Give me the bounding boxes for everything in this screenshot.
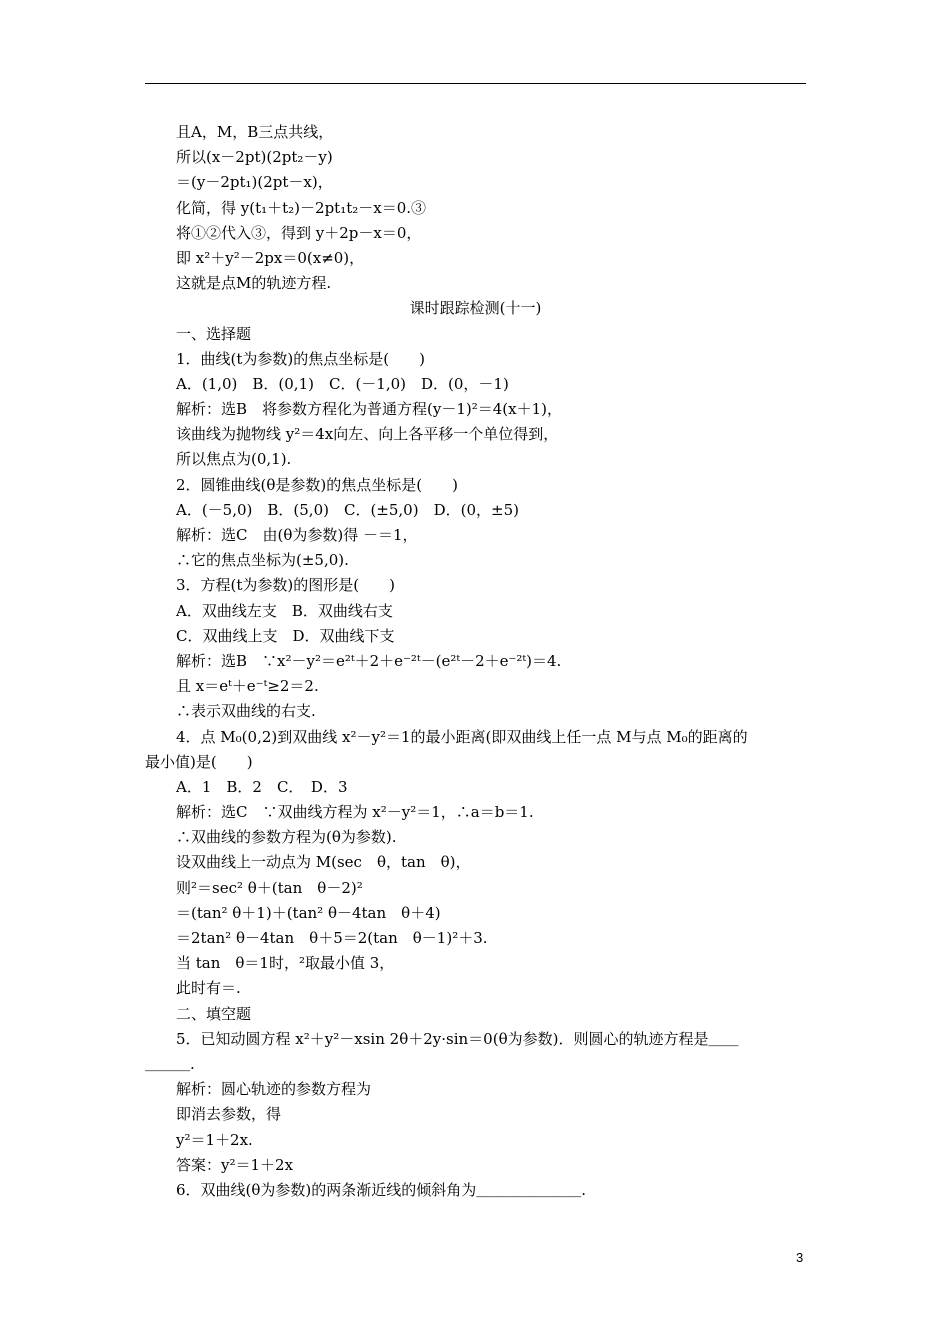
- text-line: ＝(tan² θ＋1)＋(tan² θ－4tan θ＋4): [176, 903, 441, 922]
- text-line: 即 x²＋y²－2px＝0(x≠0)，: [176, 248, 365, 267]
- section-heading: 一、选择题: [176, 324, 252, 343]
- text-line: 设双曲线上一动点为 M(sec θ，tan θ)，: [176, 853, 471, 872]
- text-line: ∴它的焦点坐标为(±5,0).: [176, 551, 349, 570]
- text-line: 当 tan θ＝1时，²取最小值 3，: [176, 954, 395, 973]
- text-line: 即消去参数，得: [176, 1105, 282, 1124]
- question-3-options-c-d: C．双曲线上支 D．双曲线下支: [176, 626, 395, 645]
- text-line: 化简，得 y(t₁＋t₂)－2pt₁t₂－x＝0.③: [176, 198, 427, 217]
- question-2-options: A．(－5,0) B．(5,0) C．(±5,0) D．(0，±5): [176, 500, 519, 519]
- header-rule: [145, 83, 806, 84]
- question-4-continued: 最小值)是( ): [145, 752, 253, 771]
- question-5-answer: 答案：y²＝1＋2x: [176, 1155, 294, 1174]
- question-3-solution: 解析：选B ∵x²－y²＝e²ᵗ＋2＋e⁻²ᵗ－(e²ᵗ－2＋e⁻²ᵗ)＝4.: [176, 651, 562, 670]
- text-line: 所以(x－2pt)(2pt₂－y): [176, 148, 333, 167]
- text-line: ＝2tan² θ－4tan θ＋5＝2(tan θ－1)²＋3.: [176, 929, 488, 947]
- question-4-options: A．1 B．2 C． D．3: [176, 777, 348, 796]
- question-1-solution: 解析：选B 将参数方程化为普通方程(y－1)²＝4(x＋1)，: [176, 400, 563, 419]
- text-line: ∴双曲线的参数方程为(θ为参数).: [176, 828, 397, 847]
- text-line: y²＝1＋2x.: [176, 1130, 253, 1149]
- question-2-solution: 解析：选C 由(θ为参数)得 －＝1，: [176, 526, 418, 544]
- question-5: 5．已知动圆方程 x²＋y²－xsin 2θ＋2y·sin＝0(θ为参数)．则圆心的轨迹方程是＿＿: [176, 1029, 739, 1048]
- document-body: [145, 120, 806, 1203]
- question-5-solution: 解析：圆心轨迹的参数方程为: [176, 1080, 372, 1099]
- text-line: 将①②代入③，得到 y＋2p－x＝0，: [176, 223, 422, 242]
- question-6: 6．双曲线(θ为参数)的两条渐近线的倾斜角为＿＿＿＿＿＿＿.: [176, 1180, 587, 1199]
- text-line: 该曲线为抛物线 y²＝4x向左、向上各平移一个单位得到，: [176, 425, 559, 444]
- question-3: 3．方程(t为参数)的图形是( ): [176, 576, 395, 595]
- text-line: 这就是点M的轨迹方程.: [176, 274, 332, 293]
- question-2: 2．圆锥曲线(θ是参数)的焦点坐标是( ): [176, 475, 458, 494]
- question-4-solution: 解析：选C ∵双曲线方程为 x²－y²＝1，∴a＝b＝1.: [176, 803, 534, 822]
- question-5-continued: ＿＿＿.: [145, 1054, 195, 1073]
- text-line: ∴表示双曲线的右支.: [176, 702, 316, 721]
- text-line: 且A，M，B三点共线，: [176, 123, 334, 141]
- question-1-options: A．(1,0) B．(0,1) C．(－1,0) D．(0，－1): [176, 374, 509, 393]
- section-heading: 二、填空题: [176, 1004, 252, 1023]
- text-line: 则²＝sec² θ＋(tan θ－2)²: [176, 878, 363, 897]
- text-line: 且 x＝eᵗ＋e⁻ᵗ≥2＝2.: [176, 677, 319, 696]
- question-3-options-a-b: A．双曲线左支 B．双曲线右支: [176, 601, 393, 620]
- question-4: 4．点 M₀(0,2)到双曲线 x²－y²＝1的最小距离(即双曲线上任一点 M与点 M₀的距离的: [176, 727, 748, 746]
- page-number: 3: [796, 1250, 804, 1265]
- text-line: ＝(y－2pt₁)(2pt－x)，: [176, 173, 333, 192]
- text-line: 所以焦点为(0,1).: [176, 450, 292, 469]
- question-1: 1．曲线(t为参数)的焦点坐标是( ): [176, 349, 425, 368]
- section-title: 课时跟踪检测(十一): [409, 299, 542, 318]
- text-line: 此时有＝.: [176, 979, 241, 998]
